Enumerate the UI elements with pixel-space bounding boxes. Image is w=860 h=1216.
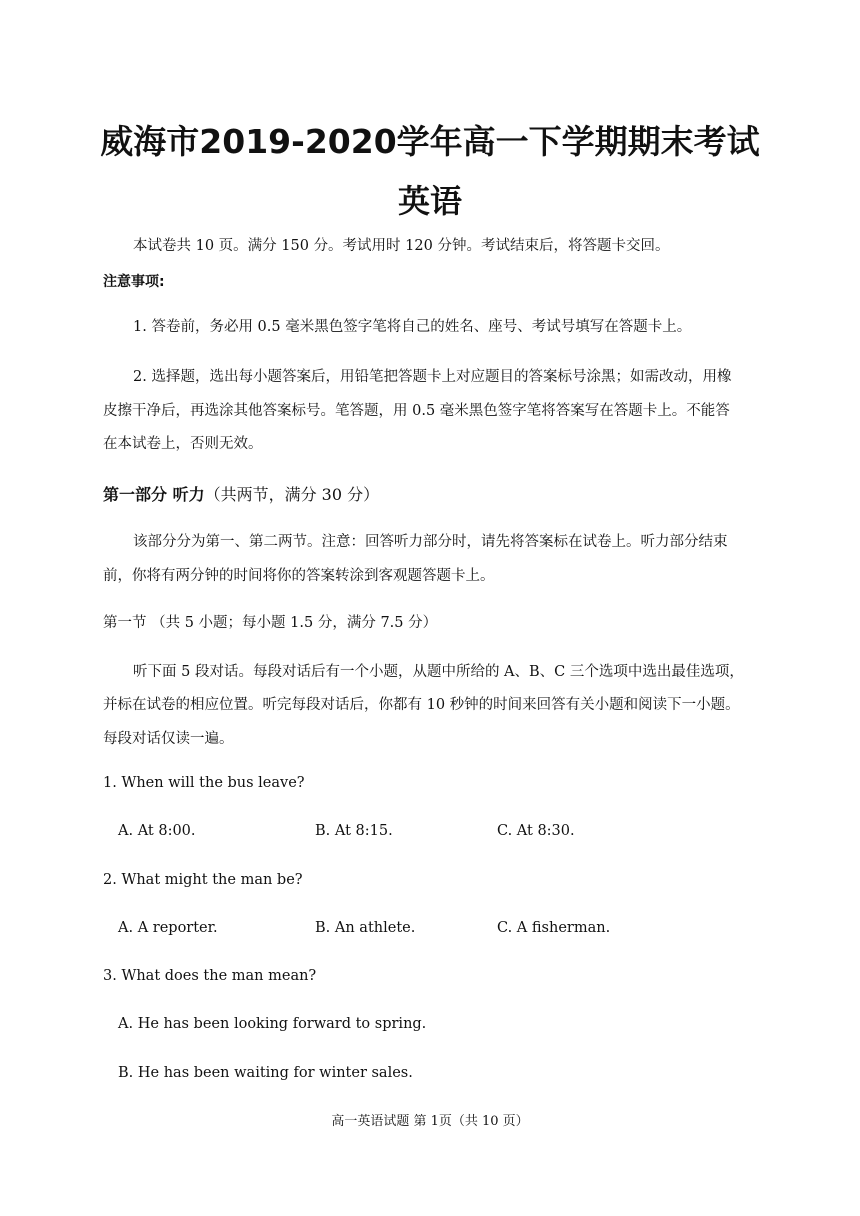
question-3-option-b: B. He has been waiting for winter sales. [118,1065,413,1081]
question-2-stem: 2. What might the man be? [103,872,303,888]
section-1-desc-line-3: 每段对话仅读一遍。 [103,731,234,747]
part-1-desc-line-2: 前，你将有两分钟的时间将你的答案转涂到客观题答题卡上。 [103,568,495,584]
section-1-desc-line-2: 并标在试卷的相应位置。听完每段对话后，你都有 10 秒钟的时间来回答有关小题和阅读下一小题。 [103,697,740,713]
note-1: 1. 答卷前，务必用 0.5 毫米黑色签字笔将自己的姓名、座号、考试号填写在答题卡上。 [133,319,692,335]
part-1-desc-line-1: 该部分分为第一、第二两节。注意：回答听力部分时，请先将答案标在试卷上。听力部分结束 [133,534,728,550]
part-1-title [103,482,379,505]
question-1-option-b: B. At 8:15. [315,823,393,839]
question-1-option-c: C. At 8:30. [497,823,575,839]
notes-heading: 注意事项: [103,274,165,290]
question-2-option-b: B. An athlete. [315,920,416,936]
exam-intro: 本试卷共 10 页。满分 150 分。考试用时 120 分钟。考试结束后，将答题卡交回。 [133,238,670,254]
part-1-title-bold: 第一部分 听力 [103,485,205,504]
question-3-option-a: A. He has been looking forward to spring. [118,1016,427,1032]
note-2-line-1: 2. 选择题，选出每小题答案后，用铅笔把答题卡上对应题目的答案标号涂黑；如需改动，用橡 [133,369,732,385]
question-3-stem: 3. What does the man mean? [103,968,317,984]
question-1-option-a: A. At 8:00. [118,823,196,839]
part-1-title-rest: （共两节，满分 30 分） [204,485,380,504]
exam-title: 威海市2019-2020学年高一下学期期末考试 [100,122,760,161]
question-1-stem: 1. When will the bus leave? [103,775,305,791]
section-1-title: 第一节 （共 5 小题；每小题 1.5 分，满分 7.5 分） [103,615,438,631]
page-footer: 高一英语试题 第 1页（共 10 页） [331,1114,529,1129]
note-2-line-2: 皮擦干净后，再选涂其他答案标号。笔答题，用 0.5 毫米黑色签字笔将答案写在答题卡上。不能答 [103,403,730,419]
note-2-line-3: 在本试卷上，否则无效。 [103,436,263,452]
question-2-option-c: C. A fisherman. [497,920,611,936]
exam-subject: 英语 [397,182,462,220]
question-2-option-a: A. A reporter. [118,920,218,936]
section-1-desc-line-1: 听下面 5 段对话。每段对话后有一个小题，从题中所给的 A、B、C 三个选项中选出最佳选项， [133,664,744,680]
